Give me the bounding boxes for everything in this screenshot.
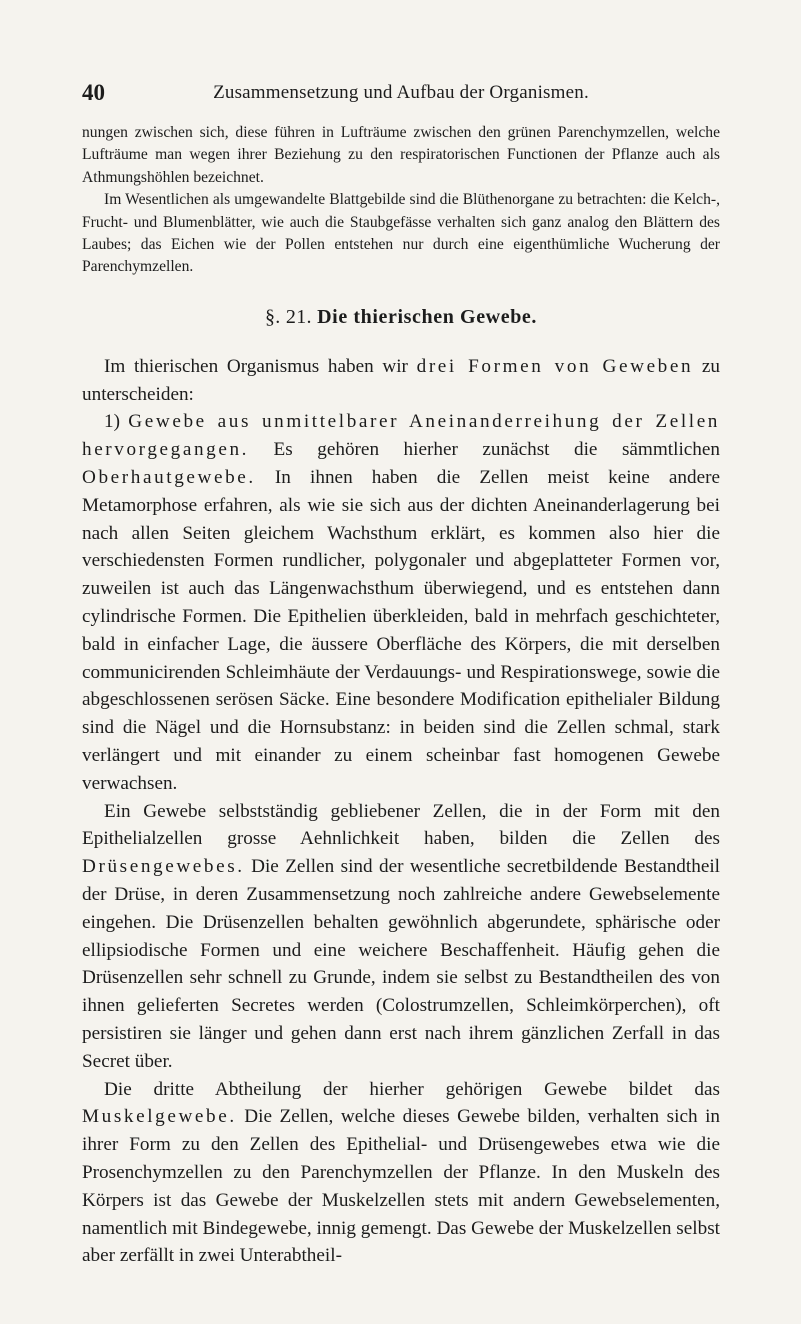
text-run: In ihnen haben die Zellen meist keine andere Metamorphose erfahren, als wie sie sich aus der dichten Aneinanderlagerung bei nach allen Seiten gleichem Wachsthum erklärt, es kommen also hier die verschiedensten Formen rundlicher, polygonaler und abgeplatteter Formen vor, zuweilen ist auch das Längenwachsthum überwiegend, und es entstehen dann cylindrische Formen. Die Epithelien überkleiden, bald in mehrfach geschichteter, bald in einfacher Lage, die äussere Oberfläche des Körpers, die mit derselben communicirenden Schleimhäute der Verdauungs- und Respirationswege, sowie die abgeschlossenen serösen Säcke. Eine besondere Modification epithelialer Bildung sind die Nägel und die Hornsubstanz: in beiden sind die Zellen schmal, stark verlängert und mit einander zu einem scheinbar fast homogenen Gewebe verwachsen. [82,467,720,794]
running-title: Zusammensetzung und Aufbau der Organismen. [213,82,589,103]
intro-paragraph: nungen zwischen sich, diese führen in Lufträume zwischen den grünen Parenchymzellen, welche Lufträume man wegen ihrer Beziehung zu den respiratorischen Functionen der Pflanze auch als Athmungshöhlen bezeichnet. [82,124,720,186]
page-header [82,80,720,112]
text-run: zu unterscheiden: [82,355,720,405]
text-run: Ein Gewebe selbstständig gebliebener Zellen, die in der Form mit den Epithelialzellen grosse Aehnlichkeit haben, bilden die Zellen des [82,800,720,850]
section-heading [82,306,720,329]
text-run: Im thierischen Organismus haben wir [104,355,417,377]
emphasis-text: drei Formen von Geweben [416,355,694,377]
section-body [82,353,720,1270]
section-number: §. 21. [265,305,312,328]
emphasis-text: Muskelgewebe. [82,1106,237,1128]
body-paragraph [82,408,720,797]
text-run: 1) [104,411,129,433]
body-paragraph [82,353,720,409]
text-run: Die Zellen sind der wesentliche secretbildende Bestandtheil der Drüse, in deren Zusammensetzung noch zahlreiche andere Gewebselemente eingehen. Die Drüsenzellen behalten gewöhnlich abgerundete, sphärische oder ellipsiodische Formen und eine weichere Beschaffenheit. Häufig gehen die Drüsenzellen sehr schnell zu Grunde, indem sie selbst zu Bestandtheilen des von ihnen gelieferten Secretes werden (Colostrumzellen, Schleimkörperchen), oft persistiren sie länger und gehen dann erst nach ihrem gänzlichen Zerfall in das Secret über. [82,856,720,1072]
text-run: Die Zellen, welche dieses Gewebe bilden, verhalten sich in ihrer Form zu den Zellen des Epithelial- und Drüsengewebes etwa wie die Prosenchymzellen zu den Parenchymzellen der Pflanze. In den Muskeln des Körpers ist das Gewebe der Muskelzellen stets mit andern Gewebselementen, namentlich mit Bindegewebe, innig gemengt. Das Gewebe der Muskelzellen selbst aber zerfällt in zwei Unterabtheil- [82,1106,720,1267]
book-page [82,80,720,1270]
emphasis-text: Oberhautgewebe. [82,467,256,489]
text-run: Es gehören hierher zunächst die sämmtlichen [249,439,720,461]
intro-text [82,122,720,279]
emphasis-text: Gewebe aus unmittelbarer Aneinanderreihung der Zellen hervorgegangen. [82,411,720,461]
body-paragraph [82,798,720,1076]
body-paragraph [82,1076,720,1271]
emphasis-text: Drüsengewebes. [82,856,245,878]
page-number: 40 [82,80,105,105]
intro-paragraph: Im Wesentlichen als umgewandelte Blattgebilde sind die Blüthenorgane zu betrachten: die Kelch-, Frucht- und Blumenblätter, wie auch die Staubgefässe verhalten sich ganz analog den Blättern des Laubes; das Eichen wie der Pollen entstehen nur durch eine eigenthümliche Wucherung der Parenchymzellen. [82,191,720,276]
text-run: Die dritte Abtheilung der hierher gehörigen Gewebe bildet das [104,1078,720,1100]
section-title: Die thierischen Gewebe. [317,305,537,328]
